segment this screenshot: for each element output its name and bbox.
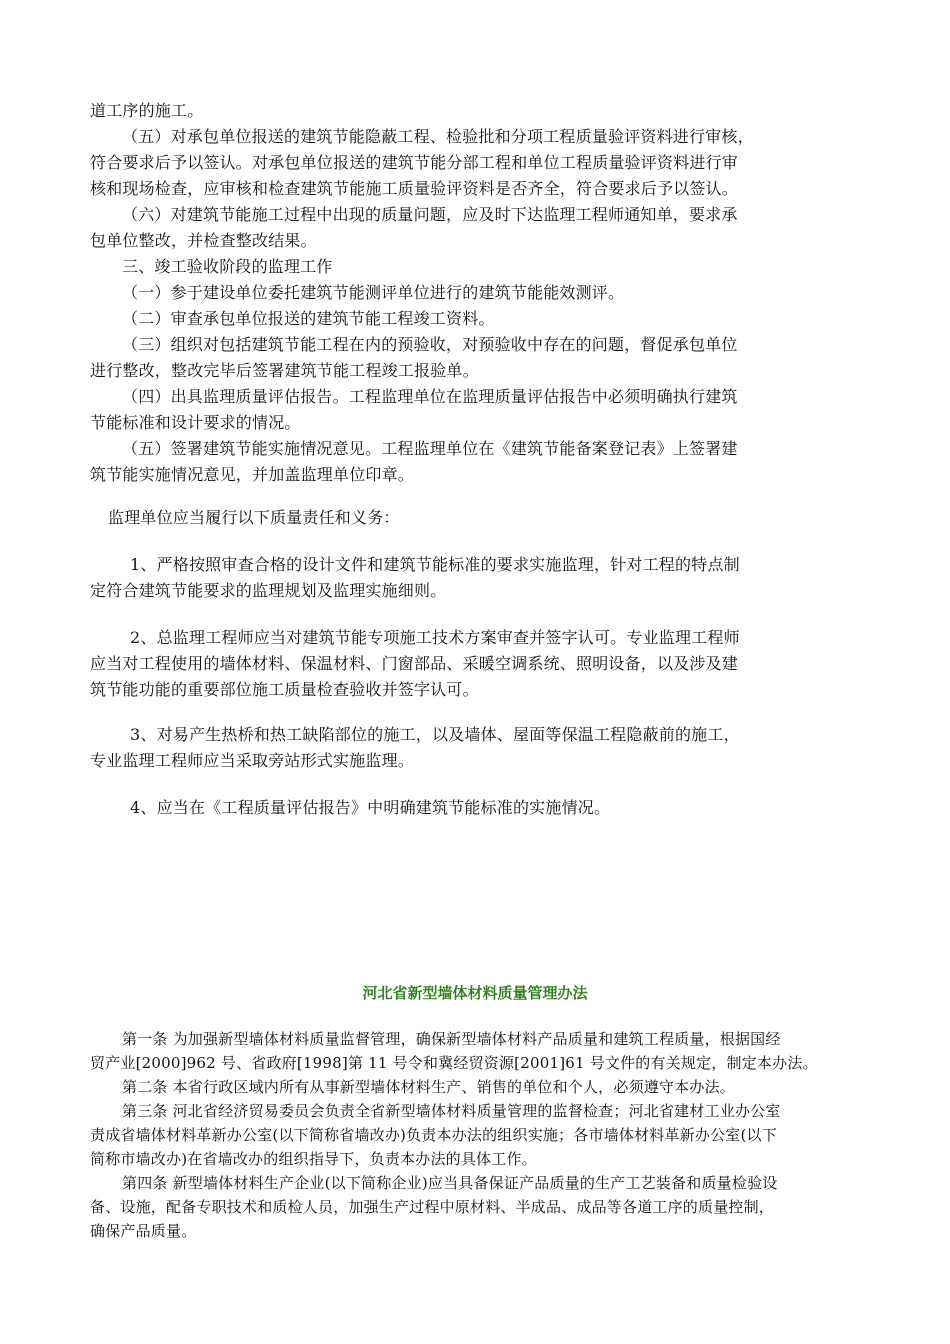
article-line: 第一条 为加强新型墙体材料质量监督管理，确保新型墙体材料产品质量和建筑工程质量，根据国经 [122,1030,781,1048]
paragraph-line: （五）对承包单位报送的建筑节能隐蔽工程、检验批和分项工程质量验评资料进行审核， [122,127,754,146]
paragraph-line: 核和现场检查，应审核和检查建筑节能施工质量验评资料是否齐全，符合要求后予以签认。 [90,179,739,198]
article-line: 简称市墙改办)在省墙改办的组织指导下，负责本办法的具体工作。 [90,1150,537,1168]
list-item-line: 1、严格按照审查合格的设计文件和建筑节能标准的要求实施监理，针对工程的特点制 [130,555,740,574]
paragraph-line: 进行整改，整改完毕后签署建筑节能工程竣工报验单。 [90,361,479,380]
paragraph-line: 筑节能实施情况意见，并加盖监理单位印章。 [90,465,415,484]
article-line: 贸产业[2000]962 号、省政府[1998]第 11 号令和冀经贸资源[2001]61 号文件的有关规定，制定本办法。 [90,1054,818,1072]
paragraph-line: 包单位整改，并检查整改结果。 [90,231,317,250]
paragraph-line: 道工序的施工。 [90,101,204,120]
list-item-line: 筑节能功能的重要部位施工质量检查验收并签字认可。 [90,680,479,699]
list-item-line: 定符合建筑节能要求的监理规划及监理实施细则。 [90,581,447,600]
article-line: 确保产品质量。 [90,1222,197,1240]
list-item-line: 4、应当在《工程质量评估报告》中明确建筑节能标准的实施情况。 [130,798,611,817]
article-line: 责成省墙体材料革新办公室(以下简称省墙改办)负责本办法的组织实施；各市墙体材料革新办公室(以下 [90,1126,777,1144]
paragraph-line: （三）组织对包括建筑节能工程在内的预验收，对预验收中存在的问题，督促承包单位 [122,335,738,354]
document-title: 河北省新型墙体材料质量管理办法 [362,984,588,1002]
paragraph-line: （一）参于建设单位委托建筑节能测评单位进行的建筑节能能效测评。 [122,283,625,302]
paragraph-line: （四）出具监理质量评估报告。工程监理单位在监理质量评估报告中必须明确执行建筑 [122,387,738,406]
article-line: 第二条 本省行政区域内所有从事新型墙体材料生产、销售的单位和个人，必须遵守本办法。 [122,1078,735,1096]
paragraph-line: （二）审查承包单位报送的建筑节能工程竣工资料。 [122,309,495,328]
article-line: 备、设施，配备专职技术和质检人员，加强生产过程中原材料、半成品、成品等各道工序的质量控制， [90,1198,775,1216]
paragraph-line: （五）签署建筑节能实施情况意见。工程监理单位在《建筑节能备案登记表》上签署建 [122,439,738,458]
section-intro: 监理单位应当履行以下质量责任和义务： [108,508,400,527]
list-item-line: 3、对易产生热桥和热工缺陷部位的施工，以及墙体、屋面等保温工程隐蔽前的施工， [130,725,740,744]
paragraph-line: 符合要求后予以签认。对承包单位报送的建筑节能分部工程和单位工程质量验评资料进行审 [90,153,739,172]
list-item-line: 应当对工程使用的墙体材料、保温材料、门窗部品、采暖空调系统、照明设备，以及涉及建 [90,654,739,673]
list-item-line: 专业监理工程师应当采取旁站形式实施监理。 [90,751,415,770]
section-heading: 三、竣工验收阶段的监理工作 [122,257,333,276]
article-line: 第四条 新型墙体材料生产企业(以下简称企业)应当具备保证产品质量的生产工艺装备和质量检验设 [122,1174,778,1192]
paragraph-line: 节能标准和设计要求的情况。 [90,413,301,432]
paragraph-line: （六）对建筑节能施工过程中出现的质量问题，应及时下达监理工程师通知单，要求承 [122,205,738,224]
article-line: 第三条 河北省经济贸易委员会负责全省新型墙体材料质量管理的监督检查；河北省建材工业办公室 [122,1102,781,1120]
list-item-line: 2、总监理工程师应当对建筑节能专项施工技术方案审查并签字认可。专业监理工程师 [130,628,740,647]
